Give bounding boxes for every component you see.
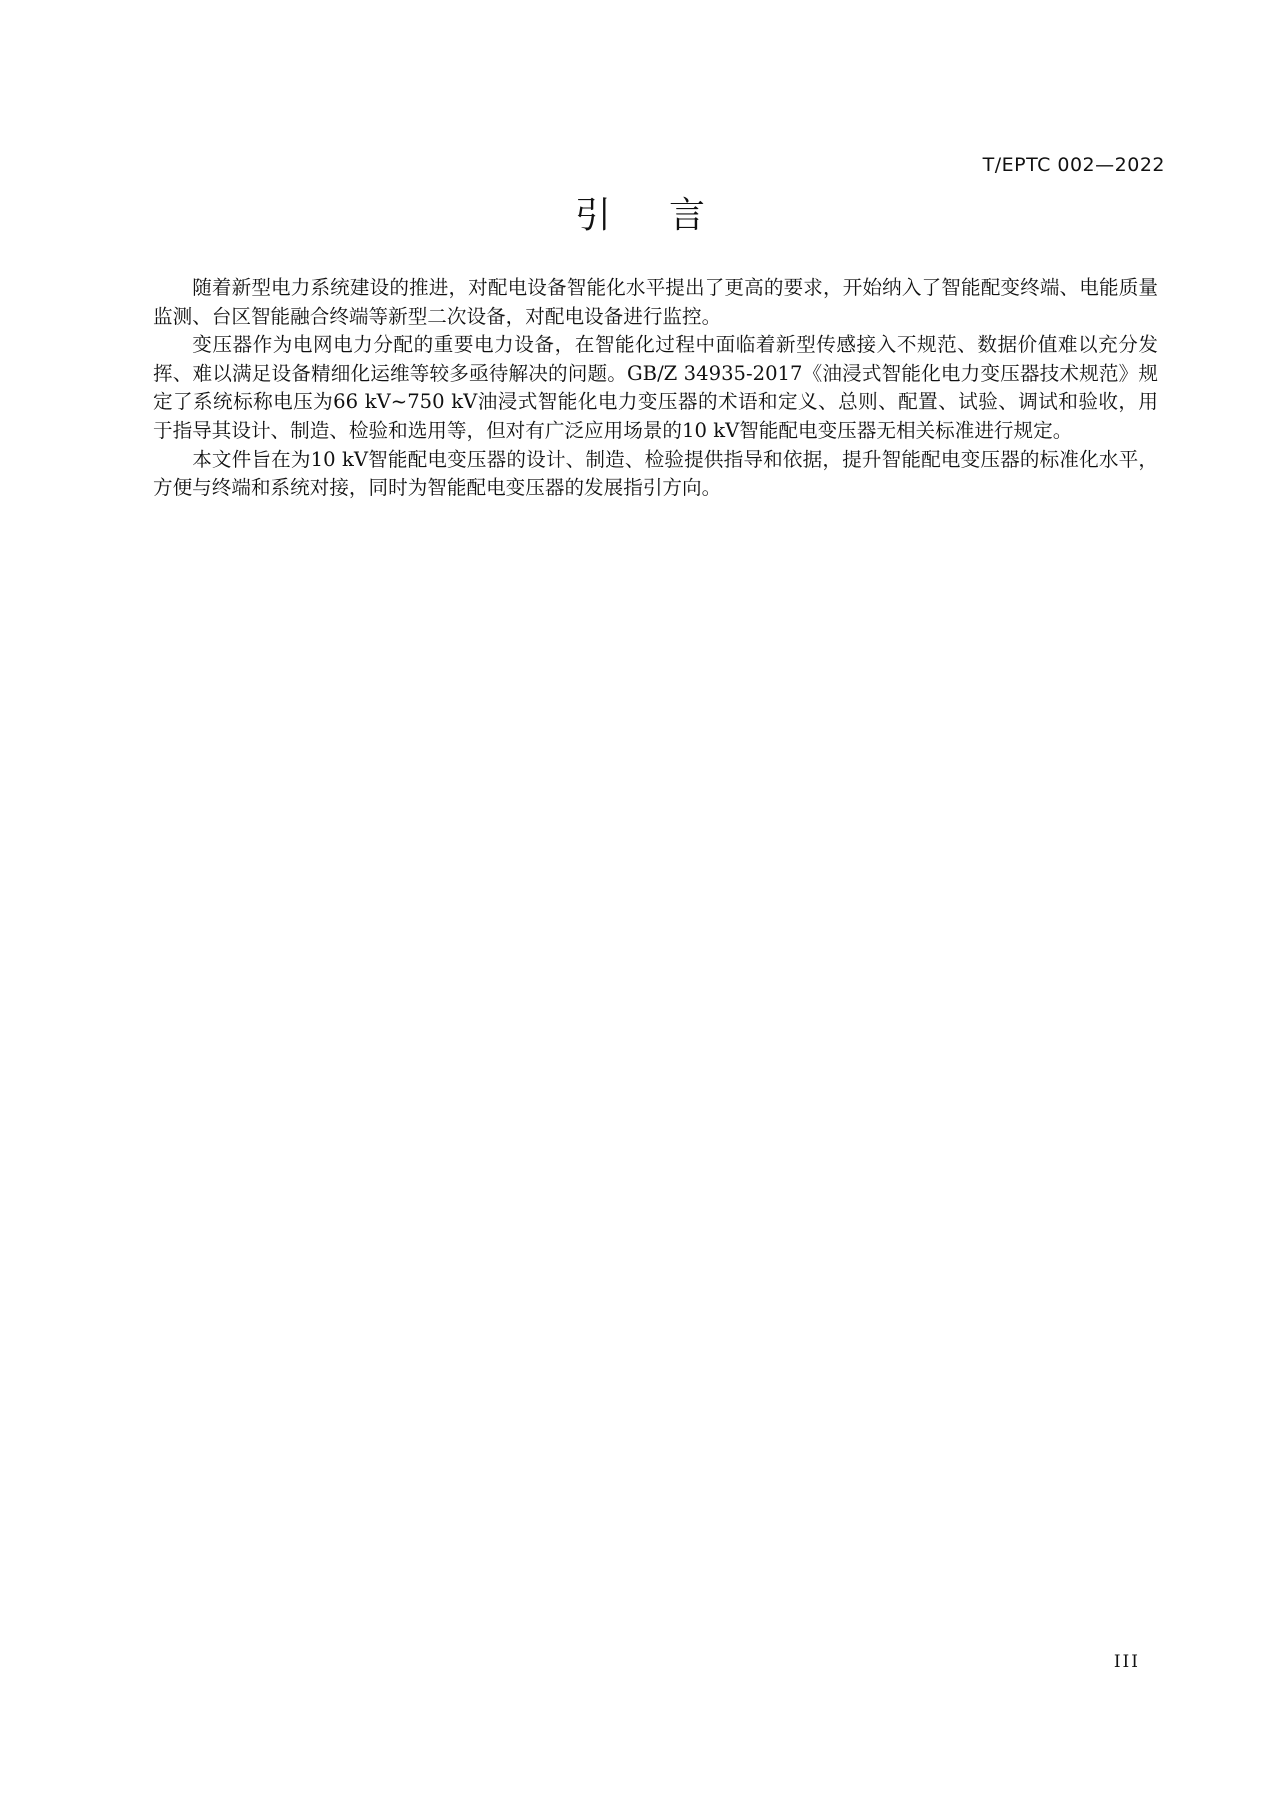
paragraph-1: 随着新型电力系统建设的推进，对配电设备智能化水平提出了更高的要求，开始纳入了智能配变终端、电能质量监测、台区智能融合终端等新型二次设备，对配电设备进行监控。 bbox=[153, 276, 1158, 328]
page-title: 引言 bbox=[574, 195, 763, 236]
paragraph-3: 本文件旨在为10 kV智能配电变压器的设计、制造、检验提供指导和依据，提升智能配电变压器的标准化水平，方便与终端和系统对接，同时为智能配电变压器的发展指引方向。 bbox=[153, 447, 1158, 500]
introduction-body bbox=[153, 274, 1158, 503]
paragraph-2: 变压器作为电网电力分配的重要电力设备，在智能化过程中面临着新型传感接入不规范、数据价值难以充分发挥、难以满足设备精细化运维等较多亟待解决的问题。GB/Z 34935-2017《油浸式智能化电力变压器技术规范》规定了系统标称电压为66 kV~750 kV油浸式智能化电力变压器的术语和定义、总则、配置、试验、调试和验收，用于指导其设计、制造、检验和选用等，但对有广泛应用场景的10 kV智能配电变压器无相关标准进行规定。 bbox=[153, 333, 1158, 442]
page-number: III bbox=[1113, 1652, 1140, 1672]
document-code: T/EPTC 002—2022 bbox=[982, 154, 1165, 176]
